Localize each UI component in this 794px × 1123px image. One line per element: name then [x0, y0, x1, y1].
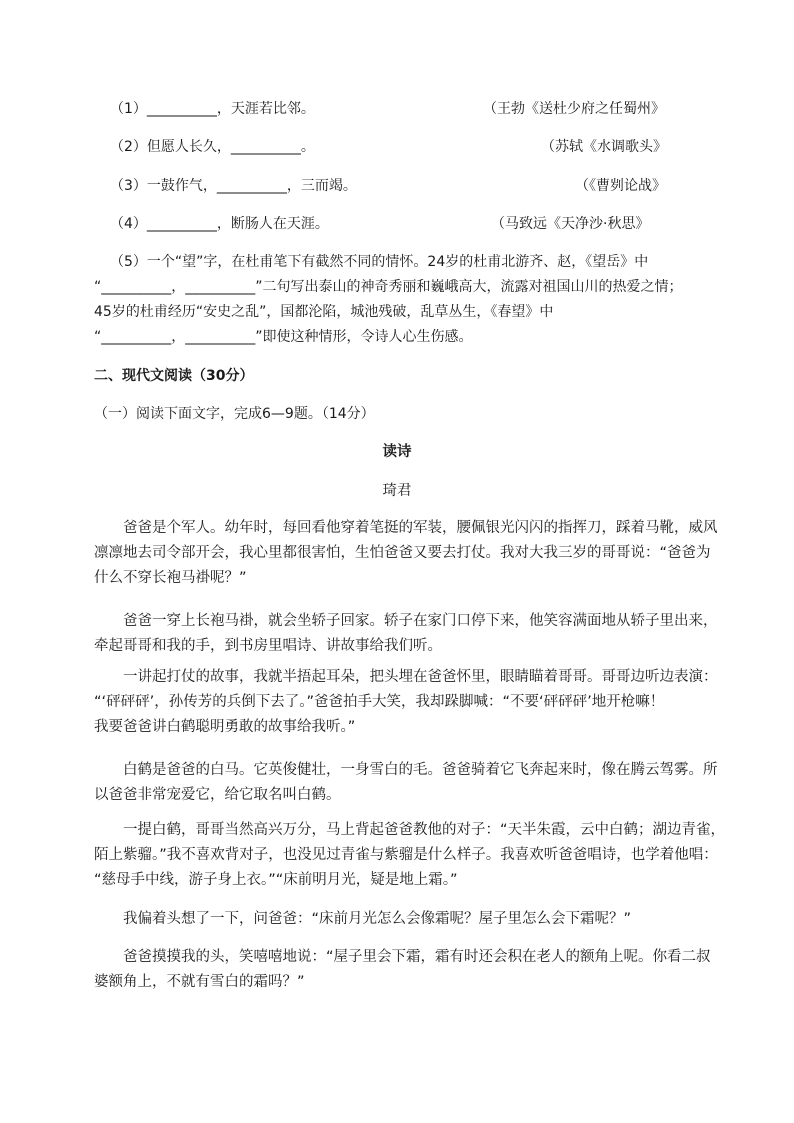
article-paragraph: [94, 818, 726, 893]
fill-in-item-3: （3）一鼓作气，__________，三而竭。: [110, 178, 357, 194]
fill-in-source-3: （《曹刿论战》: [575, 178, 666, 194]
fill-in-item-1: （1）__________，天涯若比邻。: [110, 101, 315, 117]
article-paragraph: [94, 907, 706, 932]
paragraph-line: 白鹤是爸爸的白马。它英俊健壮，一身雪白的毛。爸爸骑着它飞奔起来时，像在腾云驾雾。所: [94, 762, 718, 778]
fill-in-item-4: （4）__________，断肠人在天涯。: [110, 216, 329, 232]
q5-line-4: “__________，__________”即使这种情形，令诗人心生伤感。: [94, 329, 473, 345]
fill-in-source-1: （王勃《送杜少府之任蜀州》: [483, 101, 665, 117]
article-title: 读诗: [382, 444, 412, 460]
sub-heading: （一）阅读下面文字，完成6—9题。（14分）: [94, 406, 375, 422]
paragraph-line: 我要爸爸讲白鹤聪明勇敢的故事给我听。”: [94, 719, 356, 735]
paragraph-line: 以爸爸非常宠爱它，给它取名叫白鹤。: [94, 787, 341, 803]
article-author: 琦君: [382, 483, 412, 499]
q5-line-3: 45岁的杜甫经历“安史之乱”，国都沦陷，城池残破，乱草丛生，《春望》中: [94, 304, 554, 320]
paragraph-line: 牵起哥哥和我的手，到书房里唱诗、讲故事给我们听。: [94, 638, 442, 654]
paragraph-line: 婆额角上，不就有雪白的霜吗？”: [94, 974, 305, 990]
article-paragraph: [94, 945, 711, 995]
fill-in-source-2: （苏轼《水调歌头》: [541, 139, 667, 155]
article-paragraph: [94, 609, 718, 659]
paragraph-line: 凛凛地去司令部开会，我心里都很害怕，生怕爸爸又要去打仗。我对大我三岁的哥哥说：“爸爸为: [94, 545, 711, 561]
paragraph-line: 一提白鹤，哥哥当然高兴万分，马上背起爸爸教他的对子：“天半朱霞，云中白鹤；湖边青雀，: [94, 822, 726, 838]
q5-line-2: “__________，__________”二句写出泰山的神奇秀丽和巍峨高大，流露对祖国山川的热爱之情；: [94, 279, 683, 295]
paragraph-line: 爸爸是个军人。幼年时，每回看他穿着笔挺的军装，腰佩银光闪闪的指挥刀，踩着马靴，威风: [94, 520, 718, 536]
article-paragraph: [94, 665, 718, 740]
fill-in-source-4: （马致远《天净沙·秋思》: [491, 216, 650, 232]
paragraph-line: 陌上紫骝。”我不喜欢背对子，也没见过青雀与紫骝是什么样子。我喜欢听爸爸唱诗，也学着他唱：: [94, 847, 718, 863]
paragraph-line: 一讲起打仗的故事，我就半捂起耳朵，把头埋在爸爸怀里，眼睛瞄着哥哥。哥哥边听边表演：: [94, 669, 718, 685]
paragraph-line: 爸爸一穿上长袍马褂，就会坐轿子回家。轿子在家门口停下来，他笑容满面地从轿子里出来，: [94, 613, 718, 629]
article-paragraph: [94, 758, 718, 808]
q5-line-1: （5）一个“望”字，在杜甫笔下有截然不同的情怀。24岁的杜甫北游齐、赵，《望岳》中: [110, 254, 649, 270]
paragraph-line: 什么不穿长袍马褂呢？”: [94, 570, 247, 586]
paragraph-line: “‘砰砰砰’，孙传芳的兵倒下去了。”爸爸拍手大笑，我却跺脚喊：“不要‘砰砰砰’地开枪嘛！: [94, 694, 665, 710]
section-heading: 二、现代文阅读（30分）: [94, 368, 254, 384]
paragraph-line: “慈母手中线，游子身上衣。”“床前明月光，疑是地上霜。”: [94, 872, 458, 888]
paragraph-line: 爸爸摸摸我的头，笑嘻嘻地说：“屋子里会下霜，霜有时还会积在老人的额角上呢。你看二叔: [94, 949, 711, 965]
article-paragraph: [94, 516, 718, 591]
paragraph-line: 我偏着头想了一下，问爸爸：“床前月光怎么会像霜呢？屋子里怎么会下霜呢？”: [94, 911, 632, 927]
fill-in-item-2: （2）但愿人长久，__________。: [110, 139, 315, 155]
